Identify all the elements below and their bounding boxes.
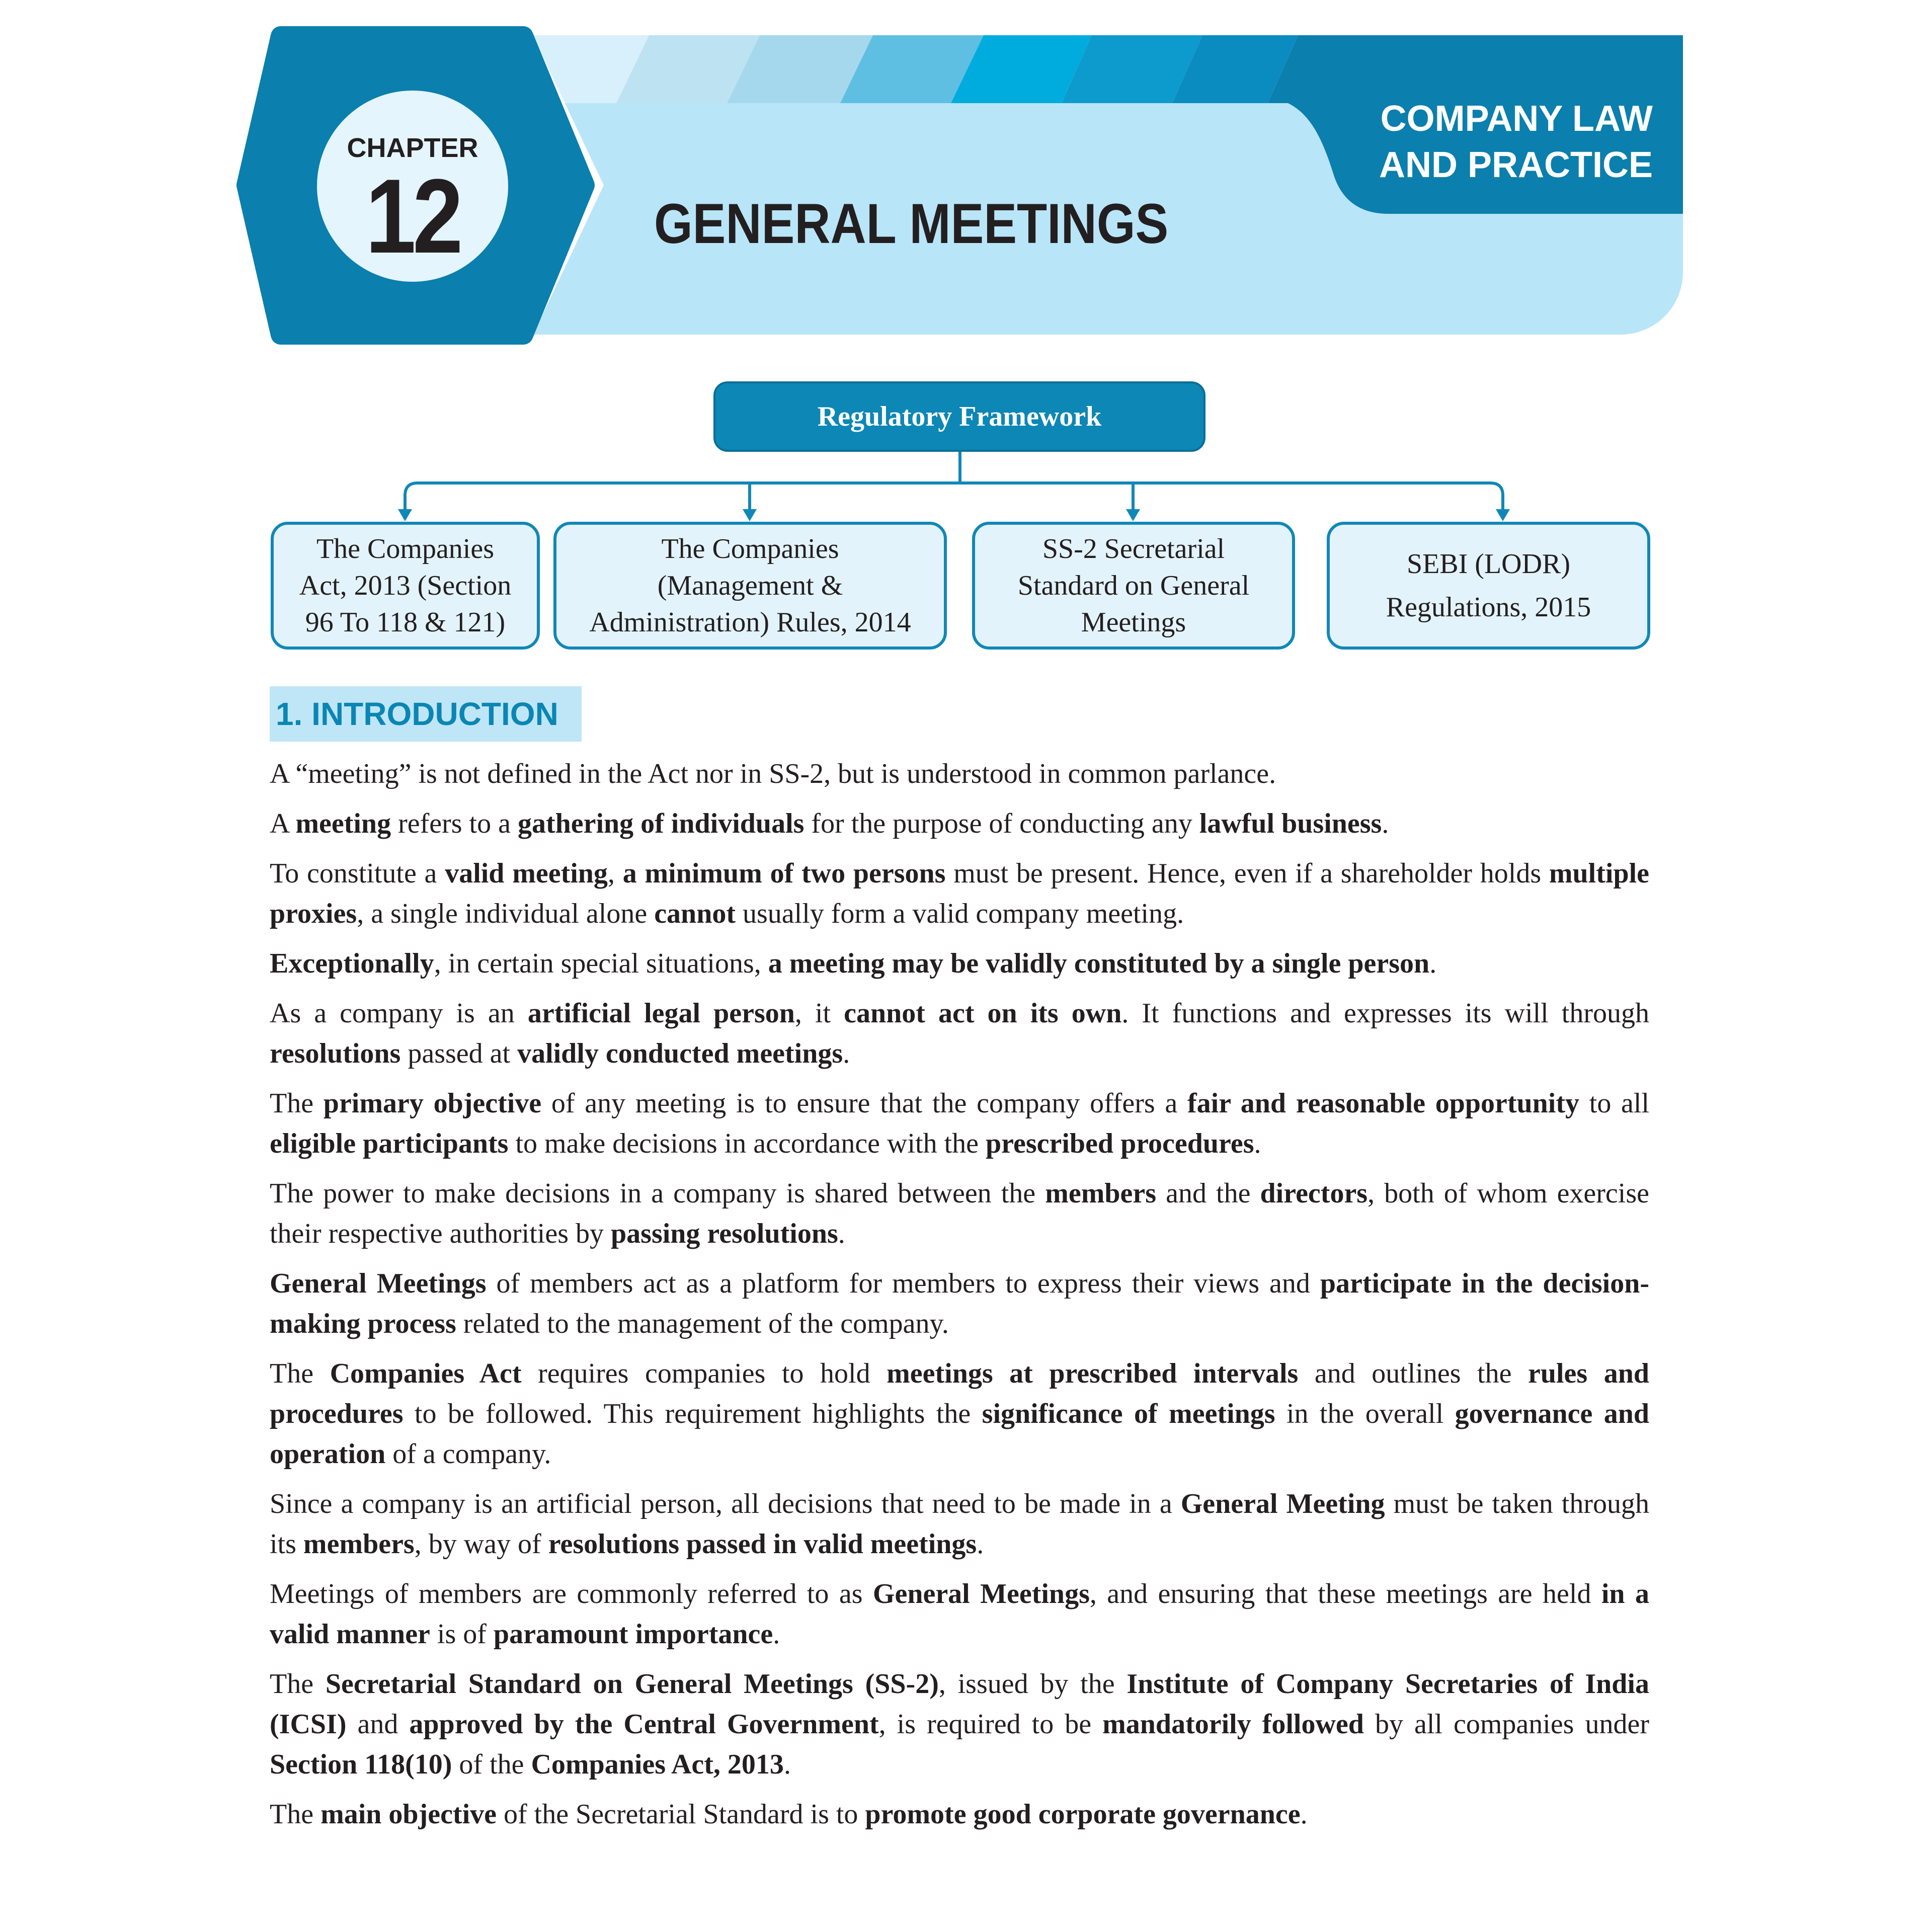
text-run: to make decisions in accordance with the <box>508 1128 986 1159</box>
box-line: Administration) Rules, 2014 <box>589 606 911 638</box>
bold-text: validly conducted meetings <box>517 1038 843 1069</box>
text-run: . It functions and expresses its will through <box>1121 998 1649 1029</box>
text-run: . <box>783 1749 791 1780</box>
bold-text: meeting <box>295 808 391 839</box>
paragraph <box>270 1794 1649 1834</box>
bold-text: governance and operation <box>270 1398 1650 1470</box>
bold-text: main objective <box>320 1799 497 1830</box>
text-run: of the Secretarial Standard is to <box>496 1799 865 1830</box>
text-run: , by way of <box>414 1528 548 1560</box>
text-run: , is required to be <box>878 1709 1103 1740</box>
bold-text: members <box>1045 1178 1157 1209</box>
bold-text: Companies Act <box>330 1358 522 1389</box>
text-run: to be followed. This requirement highlights the <box>403 1398 982 1429</box>
bold-text: meetings at prescribed intervals <box>887 1358 1299 1389</box>
text-run: passed at <box>400 1038 518 1069</box>
text-run: As a company is an <box>270 998 528 1029</box>
box-line: SEBI (LODR) <box>1406 548 1571 580</box>
text-run: , in certain special situations, <box>434 948 768 979</box>
bold-text: passing resolutions <box>611 1218 838 1249</box>
arrow-head-3 <box>1126 509 1140 521</box>
paragraph <box>270 853 1649 934</box>
box-line: Act, 2013 (Section <box>299 570 512 601</box>
bold-text: primary objective <box>323 1088 542 1119</box>
text-run: , <box>607 858 623 889</box>
text-run: is of <box>430 1619 494 1650</box>
text-run: Meetings of members are commonly referred to as <box>270 1578 873 1609</box>
subject-title <box>1318 96 1653 188</box>
text-run: Since a company is an artificial person, all decisions that need to be made in a <box>270 1488 1181 1519</box>
arrow-head-2 <box>743 509 757 521</box>
text-run: A “meeting” is not defined in the Act nor in SS-2, but is understood in common parlance. <box>270 758 1276 789</box>
framework-root-box: Regulatory Framework <box>713 381 1205 452</box>
box-line: SS-2 Secretarial <box>1042 533 1225 565</box>
bold-text: resolutions passed in valid meetings <box>548 1528 977 1560</box>
text-run: of any meeting is to ensure that the company offers a <box>541 1088 1187 1119</box>
paragraph <box>270 1173 1649 1254</box>
text-run: , a single individual alone <box>357 898 655 929</box>
bold-text: significance of meetings <box>982 1398 1275 1429</box>
text-run: by all companies under <box>1363 1709 1650 1740</box>
box-line: (Management & <box>657 570 843 601</box>
framework-box-ss2 <box>972 522 1295 650</box>
box-line: Standard on General <box>1017 570 1250 601</box>
paragraph <box>270 1353 1649 1474</box>
bold-text: multiple proxies <box>270 858 1650 929</box>
bold-text: cannot act on its own <box>844 998 1122 1029</box>
bold-text: Section 118(10) <box>270 1749 452 1780</box>
text-run: of the <box>452 1749 531 1780</box>
framework-box-sebi-lodr <box>1327 522 1650 650</box>
paragraph <box>270 943 1649 984</box>
bold-text: Institute of Company Secretaries of India (ICSI) <box>270 1668 1649 1740</box>
text-run: related to the management of the company. <box>456 1308 949 1339</box>
connector-bus <box>405 483 1503 513</box>
bold-text: Exceptionally <box>270 948 434 979</box>
chapter-number: 12 <box>365 157 460 275</box>
bold-text: General Meetings <box>270 1268 487 1299</box>
bold-text: in a valid manner <box>270 1578 1649 1650</box>
text-run: , issued by the <box>938 1668 1127 1700</box>
bold-text: cannot <box>654 898 736 929</box>
text-run: . <box>843 1038 850 1069</box>
bold-text: Secretarial Standard on General Meetings (SS-2) <box>325 1668 939 1700</box>
bold-text: gathering of individuals <box>517 808 804 839</box>
text-run: . <box>838 1218 845 1249</box>
framework-box-text <box>1018 531 1249 641</box>
bold-text: members <box>303 1528 415 1560</box>
text-run: A <box>270 808 296 839</box>
paragraph <box>270 1574 1649 1654</box>
bold-text: a minimum of two persons <box>622 858 946 889</box>
bold-text: resolutions <box>270 1038 401 1069</box>
text-run: to all <box>1579 1088 1650 1119</box>
framework-box-text <box>299 531 511 641</box>
text-run: To constitute a <box>270 858 445 889</box>
framework-box-companies-act <box>271 522 540 650</box>
text-run: , and ensuring that these meetings are held <box>1089 1578 1601 1609</box>
introduction-body <box>270 754 1649 1844</box>
bold-text: participate in the decision-making process <box>270 1268 1649 1339</box>
text-run: . <box>1429 948 1437 979</box>
text-run: The <box>270 1799 321 1830</box>
chapter-label: CHAPTER <box>347 133 478 163</box>
text-run: of a company. <box>385 1438 551 1470</box>
text-run: for the purpose of conducting any <box>804 808 1199 839</box>
text-run: usually form a valid company meeting. <box>735 898 1184 929</box>
chapter-banner <box>0 0 1932 352</box>
text-run: must be taken through its <box>270 1488 1650 1560</box>
text-run: in the overall <box>1275 1398 1455 1429</box>
text-run: requires companies to hold <box>521 1358 887 1389</box>
text-run: and <box>346 1709 410 1740</box>
bold-text: lawful business <box>1199 808 1382 839</box>
text-run: and outlines the <box>1298 1358 1528 1389</box>
bold-text: Companies Act, 2013 <box>531 1749 784 1780</box>
text-run: must be present. Hence, even if a shareholder holds <box>945 858 1549 889</box>
paragraph <box>270 1484 1649 1564</box>
framework-box-rules-2014 <box>553 522 947 650</box>
paragraph <box>270 754 1649 794</box>
paragraph <box>270 1263 1649 1344</box>
bold-text: artificial legal person <box>527 998 795 1029</box>
bold-text: General Meeting <box>1180 1488 1385 1519</box>
box-line: 96 To 118 & 121) <box>305 606 506 638</box>
section-heading-introduction: 1. INTRODUCTION <box>270 686 582 742</box>
text-run: , both of whom exercise their respective authorities by <box>270 1178 1649 1249</box>
text-run: of members act as a platform for members to express their views and <box>486 1268 1320 1299</box>
bold-text: General Meetings <box>872 1578 1090 1609</box>
text-run: The <box>270 1358 330 1389</box>
text-run: The power to make decisions in a company is shared between the <box>270 1178 1045 1209</box>
bold-text: directors <box>1260 1178 1368 1209</box>
text-run: . <box>773 1619 780 1650</box>
bold-text: approved by the Central Government <box>409 1709 879 1740</box>
text-run: , it <box>794 998 844 1029</box>
text-run: . <box>1300 1799 1308 1830</box>
bold-text: mandatorily followed <box>1102 1709 1364 1740</box>
text-run: . <box>1382 808 1389 839</box>
chapter-title: GENERAL MEETINGS <box>654 192 1169 255</box>
bold-text: paramount importance <box>493 1619 773 1650</box>
text-run: . <box>977 1528 984 1560</box>
subject-line-1: COMPANY LAW <box>1380 99 1653 139</box>
framework-box-text <box>589 531 911 641</box>
bold-text: rules and procedures <box>270 1358 1650 1429</box>
text-run: and the <box>1156 1178 1260 1209</box>
arrow-head-1 <box>398 509 412 521</box>
text-run: refers to a <box>391 808 518 839</box>
bold-text: eligible participants <box>270 1128 509 1159</box>
text-run: The <box>270 1088 324 1119</box>
text-run: The <box>270 1668 326 1700</box>
paragraph <box>270 1664 1649 1785</box>
box-line: The Companies <box>316 533 495 565</box>
bold-text: valid meeting <box>445 858 608 889</box>
paragraph <box>270 993 1649 1074</box>
arrow-head-4 <box>1496 509 1510 521</box>
bold-text: promote good corporate governance <box>865 1799 1301 1830</box>
paragraph <box>270 803 1649 844</box>
bold-text: prescribed procedures <box>986 1128 1254 1159</box>
subject-line-2: AND PRACTICE <box>1379 145 1653 185</box>
bold-text: a meeting may be validly constituted by a single person <box>768 948 1430 979</box>
box-line: The Companies <box>661 533 839 565</box>
bold-text: fair and reasonable opportunity <box>1187 1088 1580 1119</box>
paragraph <box>270 1083 1649 1164</box>
framework-box-text <box>1386 542 1591 629</box>
box-line: Meetings <box>1081 606 1186 638</box>
text-run: . <box>1254 1128 1261 1159</box>
box-line: Regulations, 2015 <box>1386 592 1591 623</box>
